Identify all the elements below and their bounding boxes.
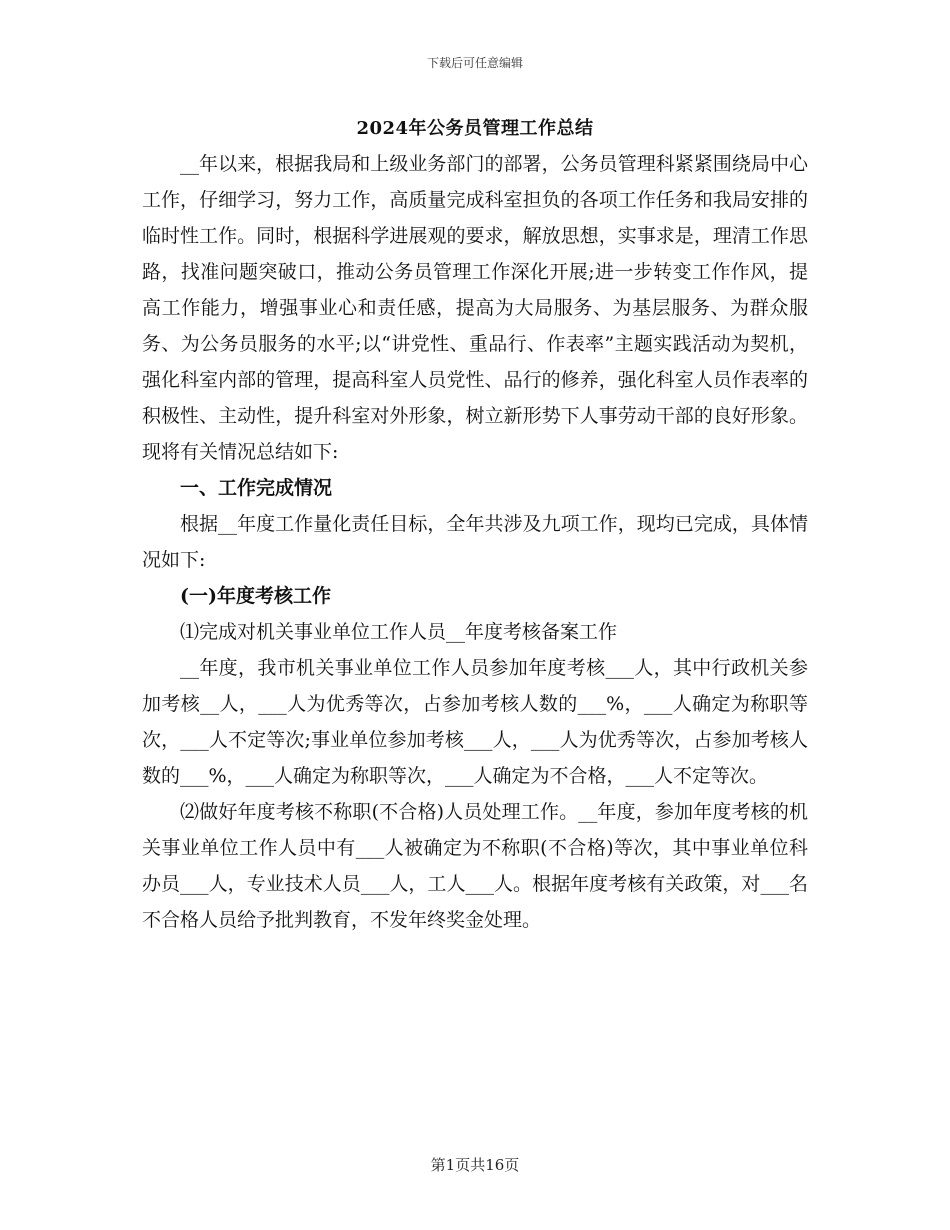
document-body — [142, 146, 808, 938]
item-1-heading: ⑴完成对机关事业单位工作人员__年度考核备案工作 — [180, 621, 618, 643]
document-title: 2024年公务员管理工作总结 — [356, 118, 594, 139]
section-heading-work-completion: 一、工作完成情况 — [180, 477, 333, 499]
item-1-paragraph: __年度，我市机关事业单位工作人员参加年度考核___人，其中行政机关参加考核__人，___人为优秀等次，占参加考核人数的___%，___人确定为称职等次，___人不定等次;事业单位参加考核___人，___人为优秀等次，占参加考核人数的___%，___人确定为称职等次，___人确定为不合格，___人不定等次。 — [142, 657, 808, 787]
section-intro-paragraph: 根据__年度工作量化责任目标，全年共涉及九项工作，现均已完成，具体情况如下: — [142, 513, 808, 571]
intro-paragraph: __年以来，根据我局和上级业务部门的部署，公务员管理科紧紧围绕局中心工作，仔细学习，努力工作，高质量完成科室担负的各项工作任务和我局安排的临时性工作。同时，根据科学进展观的要求，解放思想，实事求是，理清工作思路，找准问题突破口，推动公务员管理工作深化开展;进一步转变工作作风，提高工作能力，增强事业心和责任感，提高为大局服务、为基层服务、为群众服务、为公务员服务的水平;以“讲党性、重品行、作表率”主题实践活动为契机，强化科室内部的管理，提高科室人员党性、品行的修养，强化科室人员作表率的积极性、主动性，提升科室对外形象，树立新形势下人事劳动干部的良好形象。现将有关情况总结如下: — [142, 153, 808, 463]
item-2-paragraph: ⑵做好年度考核不称职(不合格)人员处理工作。__年度，参加年度考核的机关事业单位工作人员中有___人被确定为不称职(不合格)等次，其中事业单位科办员___人，专业技术人员___人，工人___人。根据年度考核有关政策，对___名不合格人员给予批判教育，不发年终奖金处理。 — [142, 801, 808, 931]
header-note: 下载后可任意编辑 — [426, 56, 523, 70]
subsection-heading-annual-assessment: (一)年度考核工作 — [180, 585, 331, 607]
page-number: 第1页共16页 — [430, 1156, 520, 1174]
